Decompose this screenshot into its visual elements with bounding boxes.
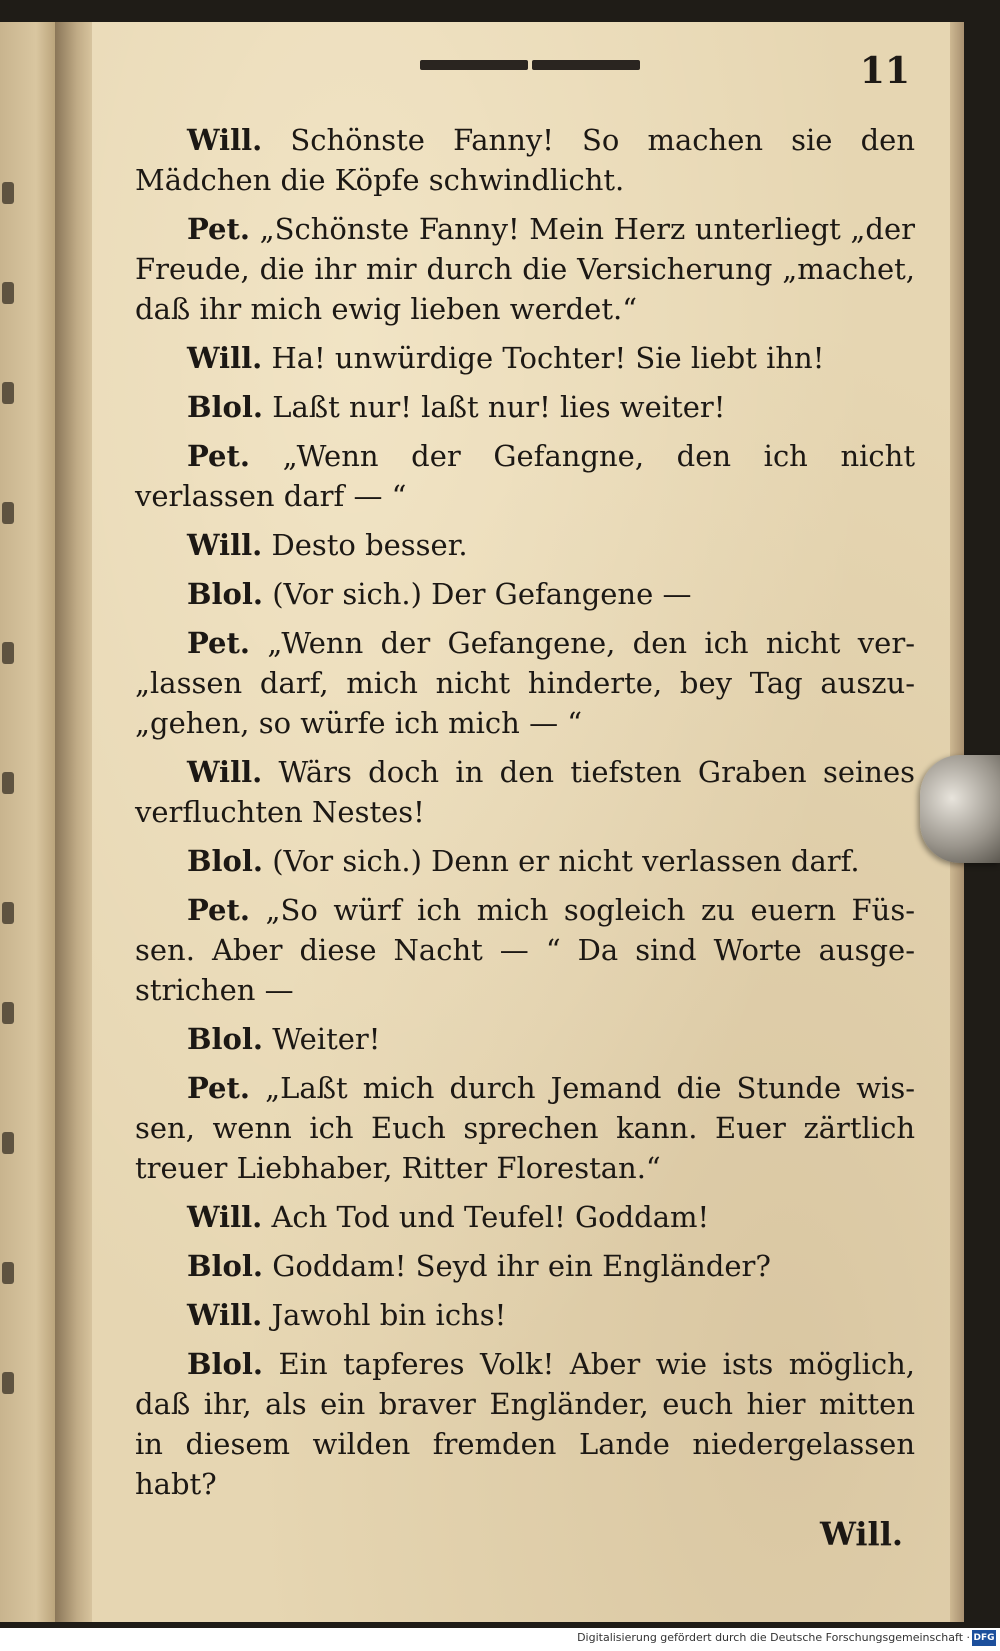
facing-page-edge — [0, 22, 60, 1622]
speaker-name: Blol. — [187, 844, 263, 878]
dialogue-line — [135, 120, 915, 200]
speaker-name: Will. — [187, 1200, 263, 1234]
line-text: Desto besser. — [271, 528, 468, 562]
catchword: Will. — [820, 1515, 903, 1553]
dialogue-line — [135, 890, 915, 1010]
line-text: Laßt nur! laßt nur! lies weiter! — [272, 390, 726, 424]
dialogue-text — [135, 120, 915, 1513]
line-text: Goddam! Seyd ihr ein Engländer? — [272, 1249, 771, 1283]
dialogue-line — [135, 574, 915, 614]
speaker-name: Will. — [187, 123, 263, 157]
line-text: Ha! unwürdige Tochter! Sie liebt ihn! — [271, 341, 825, 375]
header-rule — [420, 60, 640, 70]
dialogue-line — [135, 623, 915, 743]
dialogue-line — [135, 525, 915, 565]
speaker-name: Pet. — [187, 626, 250, 660]
speaker-name: Blol. — [187, 1249, 263, 1283]
speaker-name: Will. — [187, 1298, 263, 1332]
line-text: „Wenn der Gefangne, den ich nicht verlassen darf — “ — [135, 439, 916, 513]
line-text: „So würf ich mich sogleich zu euern Füs- sen. Aber diese Nacht — “ Da sind Worte ausge- strichen — — [135, 893, 916, 1007]
speaker-name: Blol. — [187, 577, 263, 611]
dialogue-line — [135, 1295, 915, 1335]
speaker-name: Pet. — [187, 893, 250, 927]
dialogue-line — [135, 1068, 915, 1188]
page-number: 11 — [859, 50, 910, 92]
line-text: Weiter! — [272, 1022, 381, 1056]
line-text: Ein tapferes Volk! Aber wie ists möglich, daß ihr, als ein braver Engländer, euch hier mitten in diesem wilden fremden Lande niedergelassen habt? — [135, 1347, 916, 1501]
book-gutter — [55, 22, 95, 1622]
header-rule-right — [532, 60, 640, 70]
dialogue-line — [135, 1344, 915, 1504]
facing-page-text-fragments — [0, 82, 18, 1482]
dfg-logo-icon: DFG — [972, 1630, 996, 1646]
line-text: Jawohl bin ichs! — [271, 1298, 507, 1332]
speaker-name: Will. — [187, 528, 263, 562]
header-rule-left — [420, 60, 528, 70]
line-text: (Vor sich.) Der Gefangene — — [272, 577, 692, 611]
speaker-name: Pet. — [187, 1071, 250, 1105]
speaker-name: Pet. — [187, 212, 250, 246]
page-clip — [920, 755, 1000, 863]
speaker-name: Blol. — [187, 1022, 263, 1056]
dialogue-line — [135, 387, 915, 427]
dialogue-line — [135, 752, 915, 832]
line-text: „Schönste Fanny! Mein Herz unterliegt „der Freude, die ihr mir durch die Versicherung „machet, daß ihr mich ewig lieben werdet.“ — [135, 212, 915, 326]
line-text: Wärs doch in den tiefsten Graben seines verfluchten Nestes! — [135, 755, 915, 829]
dialogue-line — [135, 436, 915, 516]
dialogue-line — [135, 1019, 915, 1059]
speaker-name: Blol. — [187, 390, 263, 424]
dialogue-line — [135, 1197, 915, 1237]
dialogue-line — [135, 1246, 915, 1286]
line-text: Schönste Fanny! So machen sie den Mädchen die Köpfe schwindlicht. — [135, 123, 915, 197]
dialogue-line — [135, 338, 915, 378]
digitization-credit: Digitalisierung gefördert durch die Deutsche Forschungsgemeinschaft · — [577, 1631, 970, 1644]
line-text: (Vor sich.) Denn er nicht verlassen darf. — [272, 844, 860, 878]
dialogue-line — [135, 841, 915, 881]
speaker-name: Will. — [187, 341, 263, 375]
speaker-name: Blol. — [187, 1347, 263, 1381]
dialogue-line — [135, 209, 915, 329]
speaker-name: Will. — [187, 755, 263, 789]
speaker-name: Pet. — [187, 439, 250, 473]
line-text: „Laßt mich durch Jemand die Stunde wis- sen, wenn ich Euch sprechen kann. Euer zärtlich treuer Liebhaber, Ritter Florestan.“ — [135, 1071, 915, 1185]
line-text: Ach Tod und Teufel! Goddam! — [271, 1200, 710, 1234]
line-text: „Wenn der Gefangene, den ich nicht ver- „lassen darf, mich nicht hinderte, bey Tag auszu- „gehen, so würfe ich mich — “ — [135, 626, 915, 740]
